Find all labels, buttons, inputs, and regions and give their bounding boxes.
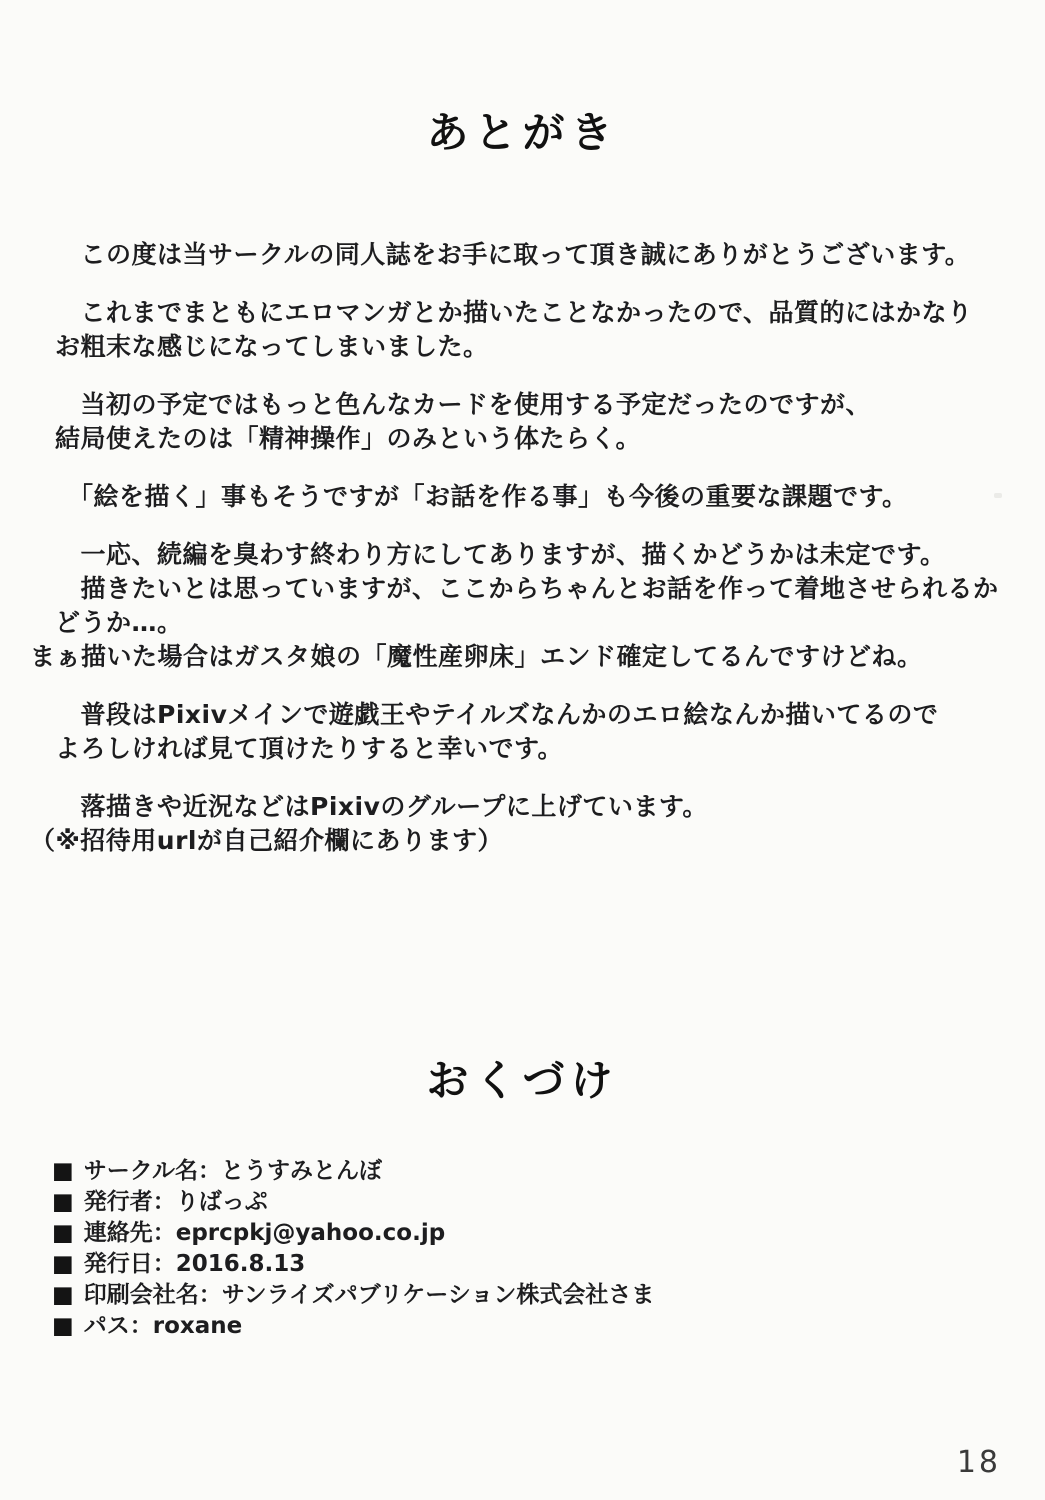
text-line: これまでまともにエロマンガとか描いたことなかったので、品質的にはかなり xyxy=(55,298,973,327)
colophon-value: roxane xyxy=(152,1313,243,1339)
colophon-item-printer xyxy=(52,1280,654,1311)
paragraph-thanks xyxy=(55,238,1020,272)
paragraph-tasks xyxy=(55,480,1020,514)
text-line: まぁ描いた場合はガスタ娘の「魔性産卵床」エンド確定してるんですけどね。 xyxy=(30,642,923,671)
colophon-label: 印刷会社名 xyxy=(83,1282,199,1308)
colophon-separator: ： xyxy=(129,1313,153,1339)
colophon-value: eprcpkj@yahoo.co.jp xyxy=(175,1220,446,1246)
colophon-label: 連絡先 xyxy=(83,1220,153,1246)
paragraph-group xyxy=(30,790,1020,858)
colophon-value: とうすみとんぼ xyxy=(221,1158,383,1184)
colophon-value: 2016.8.13 xyxy=(175,1251,306,1277)
paragraph-pixiv xyxy=(55,698,1020,766)
text-line: 一応、続編を臭わす終わり方にしてありますが、描くかどうかは未定です。 xyxy=(55,540,946,569)
page-number: 18 xyxy=(956,1445,1001,1480)
square-bullet-icon: ■ xyxy=(52,1189,74,1215)
colophon-separator: ： xyxy=(198,1158,222,1184)
colophon-separator: ： xyxy=(152,1220,176,1246)
colophon-item-circle-name xyxy=(52,1156,654,1187)
paragraph-quality xyxy=(55,296,1020,364)
colophon-separator: ： xyxy=(152,1251,176,1277)
text-line: お粗末な感じになってしまいました。 xyxy=(55,332,489,361)
colophon-item-publisher xyxy=(52,1187,654,1218)
square-bullet-icon: ■ xyxy=(52,1313,74,1339)
text-line: 結局使えたのは「精神操作」のみという体たらく。 xyxy=(55,424,642,453)
colophon-value: りばっぷ xyxy=(175,1189,268,1215)
scan-artifact xyxy=(994,493,1002,498)
colophon-label: 発行者 xyxy=(83,1189,153,1215)
square-bullet-icon: ■ xyxy=(52,1251,74,1277)
square-bullet-icon: ■ xyxy=(52,1282,74,1308)
square-bullet-icon: ■ xyxy=(52,1220,74,1246)
colophon-item-date xyxy=(52,1249,654,1280)
colophon-label: サークル名 xyxy=(83,1158,199,1184)
colophon-item-pass xyxy=(52,1311,654,1342)
text-line: この度は当サークルの同人誌をお手に取って頂き誠にありがとうございます。 xyxy=(55,240,971,269)
colophon-item-contact xyxy=(52,1218,654,1249)
colophon-list xyxy=(52,1156,654,1342)
colophon-value: サンライズパブリケーション株式会社さま xyxy=(221,1282,655,1308)
afterword-body xyxy=(30,238,1020,882)
square-bullet-icon: ■ xyxy=(52,1158,74,1184)
colophon-title: おくづけ xyxy=(426,1056,619,1105)
text-line: 描きたいとは思っていますが、ここからちゃんとお話を作って着地させられるかどうか…。 xyxy=(55,574,999,637)
text-line: 普段はPixivメインで遊戯王やテイルズなんかのエロ絵なんか描いてるので xyxy=(55,700,939,729)
colophon-separator: ： xyxy=(198,1282,222,1308)
paragraph-cards xyxy=(55,388,1020,456)
text-line: 落描きや近況などはPixivのグループに上げています。 xyxy=(55,792,708,821)
text-line: （※招待用urlが自己紹介欄にあります） xyxy=(30,826,504,855)
colophon-label: 発行日 xyxy=(83,1251,153,1277)
colophon-separator: ： xyxy=(152,1189,176,1215)
text-line: 「絵を描く」事もそうですが「お話を作る事」も今後の重要な課題です。 xyxy=(55,482,908,511)
paragraph-sequel xyxy=(30,538,1020,674)
colophon-label: パス xyxy=(83,1313,130,1339)
afterword-title: あとがき xyxy=(426,108,619,157)
text-line: 当初の予定ではもっと色んなカードを使用する予定だったのですが、 xyxy=(55,390,872,419)
text-line: よろしければ見て頂けたりすると幸いです。 xyxy=(55,734,564,763)
